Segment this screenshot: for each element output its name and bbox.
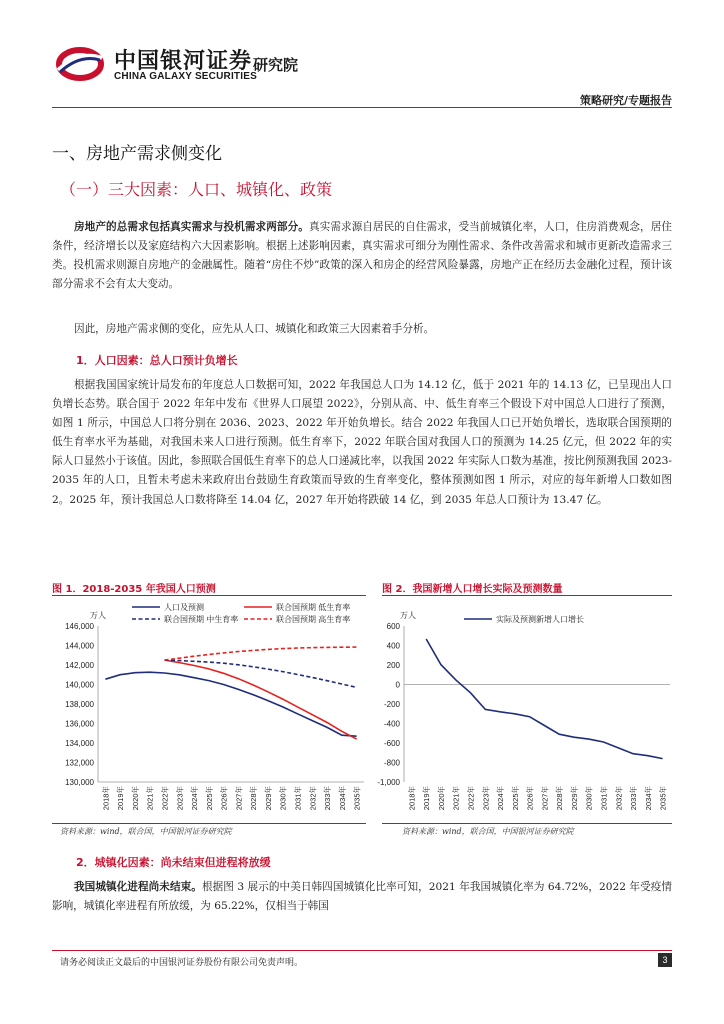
chart-population-forecast [52, 598, 366, 820]
x-tick-label: 2024年 [190, 786, 200, 811]
y-tick-label: 136,000 [65, 719, 94, 729]
x-tick-label: 2024年 [496, 786, 506, 811]
x-tick-label: 2023年 [481, 786, 491, 811]
x-tick-label: 2021年 [145, 786, 155, 811]
x-tick-label: 2030年 [584, 786, 594, 811]
y-tick-label: 0 [395, 680, 400, 690]
subsection-heading-population: 1．人口因素：总人口预计负增长 [76, 354, 238, 367]
y-tick-label: 138,000 [65, 700, 94, 709]
x-tick-label: 2022年 [466, 786, 476, 811]
paragraph-4 [52, 878, 672, 916]
y-tick-label: 134,000 [65, 739, 94, 748]
x-tick-label: 2026年 [525, 786, 535, 811]
figure-title-rule-1 [52, 595, 366, 596]
paragraph-1-lead: 房地产的总需求包括真实需求与投机需求两部分。 [74, 221, 309, 233]
x-tick-label: 2019年 [422, 786, 432, 811]
x-tick-label: 2033年 [323, 786, 333, 811]
footer-disclaimer: 请务必阅读正文最后的中国银河证券股份有限公司免责声明。 [60, 958, 304, 968]
x-tick-label: 2033年 [629, 786, 639, 811]
legend-label: 联合国预期 高生育率 [276, 615, 351, 624]
x-tick-label: 2020年 [436, 786, 446, 811]
x-tick-label: 2021年 [451, 786, 461, 811]
series-line-3 [165, 647, 357, 660]
y-tick-label: -600 [383, 739, 400, 748]
section-heading: 一、房地产需求侧变化 [52, 144, 222, 164]
x-tick-label: 2019年 [116, 786, 126, 811]
x-tick-label: 2018年 [407, 786, 417, 811]
x-tick-label: 2027年 [234, 786, 244, 811]
x-tick-label: 2035年 [658, 786, 668, 811]
series-line-0 [105, 672, 356, 736]
x-tick-label: 2034年 [337, 786, 347, 811]
x-tick-label: 2022年 [160, 786, 170, 811]
x-tick-label: 2025年 [204, 786, 214, 811]
x-tick-label: 2032年 [614, 786, 624, 811]
y-tick-label: 144,000 [65, 641, 94, 651]
company-name-cn: 中国银河证券 [114, 49, 253, 74]
y-tick-label: -200 [383, 700, 400, 709]
footer-rule [52, 950, 672, 951]
y-tick-label: 140,000 [65, 680, 94, 690]
x-tick-label: 2025年 [510, 786, 520, 811]
section-subheading: （一）三大因素：人口、城镇化、政策 [60, 180, 333, 199]
header-rule [52, 107, 672, 108]
x-tick-label: 2023年 [175, 786, 185, 811]
x-tick-label: 2031年 [293, 786, 303, 811]
figure-source-rule-1 [52, 823, 366, 824]
paragraph-4-lead: 我国城镇化进程尚未结束。 [74, 881, 202, 893]
page-number: 3 [658, 953, 672, 967]
x-tick-label: 2032年 [308, 786, 318, 811]
institute-name: 研究院 [253, 56, 299, 74]
series-line-2 [165, 660, 357, 687]
legend-label: 实际及预测新增人口增长 [496, 615, 584, 624]
y-tick-label: 400 [386, 641, 400, 651]
paragraph-4-body: 根据图 3 展示的中美日韩四国城镇化比率可知，2021 年我国城镇化率为 64.72%，2022 年受疫情影响，城镇化率进程有所放缓，为 65.22%，仅相当于韩国 [52, 881, 673, 913]
y-axis-unit-label: 万人 [90, 611, 106, 620]
x-tick-label: 2030年 [278, 786, 288, 811]
x-tick-label: 2027年 [540, 786, 550, 811]
figure-1-source: 资料来源：wind，联合国，中国银河证券研究院 [60, 827, 232, 836]
paragraph-1-body: 真实需求源自居民的自住需求，受当前城镇化率，人口，住房消费观念，居住条件，经济增长以及家庭结构六大因素影响。根据上述影响因素，真实需求可细分为刚性需求、条件改善需求和城市更新改造需求三类。投机需求则源自房地产的金融属性。随着“房住不炒”政策的深入和房企的经营风险暴露，房地产正在经历去金融化过程，预计该部分需求不会有太大变动。 [52, 221, 673, 291]
x-tick-label: 2018年 [101, 786, 111, 811]
y-tick-label: 600 [386, 622, 400, 631]
x-tick-label: 2031年 [599, 786, 609, 811]
x-tick-label: 2028年 [555, 786, 565, 811]
y-tick-label: 146,000 [65, 622, 94, 631]
company-name-en: CHINA GALAXY SECURITIES [114, 71, 257, 82]
y-axis-unit-label: 万人 [400, 611, 416, 620]
y-tick-label: 142,000 [65, 661, 94, 670]
x-tick-label: 2035年 [352, 786, 362, 811]
paragraph-3: 根据我国国家统计局发布的年度总人口数据可知，2022 年我国总人口为 14.12 亿，低于 2021 年的 14.13 亿，已呈现出人口负增长态势。联合国于 2022 年年中发布《世界人口展望 2022》，分别从高、中、低生育率三个假设下对中国总人口进行了预测，如图 1 所示，中国总人口将分别在 2036、2023、2022 年开始负增长。结合 2022 年我国人口已开始负增长，选取联合国预期的低生育率水平为基础，对我国未来人口进行预测。低生育率下，2022 年联合国对我国人口的预测为 14.25 亿元，但 2022 年的实际人口显然小于该值。因此，参照联合国低生育率下的总人口递减比率，以我国 2022 年实际人口数为基准，按比例预测我国 2023-2035 年的人口，且暂未考虑未来政府出台鼓励生育政策而导致的生育率变化，整体预测如图 1 所示，对应的每年新增人口数如图 2。2025 年，预计我国总人口数将降至 14.04 亿，2027 年开始将跌破 14 亿，到 2035 年总人口预计为 13.47 亿。 [52, 379, 672, 506]
y-tick-label: 130,000 [65, 778, 94, 787]
series-line-0 [426, 639, 662, 759]
report-type: 策略研究/专题报告 [579, 94, 672, 107]
figure-title-rule-2 [382, 595, 672, 596]
chart-new-population [372, 598, 672, 820]
galaxy-logo-icon [54, 44, 106, 84]
legend-label: 人口及预测 [164, 603, 204, 612]
figure-2-source: 资料来源：wind，联合国，中国银河证券研究院 [402, 827, 574, 836]
x-tick-label: 2028年 [249, 786, 259, 811]
y-tick-label: 200 [386, 661, 400, 670]
header [0, 0, 724, 110]
x-tick-label: 2026年 [219, 786, 229, 811]
x-tick-label: 2029年 [263, 786, 273, 811]
figure-source-rule-2 [382, 823, 672, 824]
x-tick-label: 2029年 [569, 786, 579, 811]
paragraph-1 [52, 218, 672, 294]
y-tick-label: -400 [383, 719, 400, 729]
figure-1-title: 图 1．2018-2035 年我国人口预测 [52, 584, 216, 595]
legend-label: 联合国预期 低生育率 [276, 603, 351, 612]
x-tick-label: 2020年 [130, 786, 140, 811]
x-tick-label: 2034年 [643, 786, 653, 811]
legend-label: 联合国预期 中生育率 [164, 615, 239, 624]
paragraph-2: 因此，房地产需求侧的变化，应先从人口、城镇化和政策三大因素着手分析。 [74, 323, 435, 335]
y-tick-label: -800 [383, 758, 400, 768]
y-tick-label: 132,000 [65, 758, 94, 768]
subsection-heading-urbanization: 2．城镇化因素：尚未结束但进程将放缓 [76, 856, 271, 869]
figure-2-title: 图 2．我国新增人口增长实际及预测数量 [382, 584, 563, 595]
y-tick-label: -1,000 [377, 778, 400, 787]
